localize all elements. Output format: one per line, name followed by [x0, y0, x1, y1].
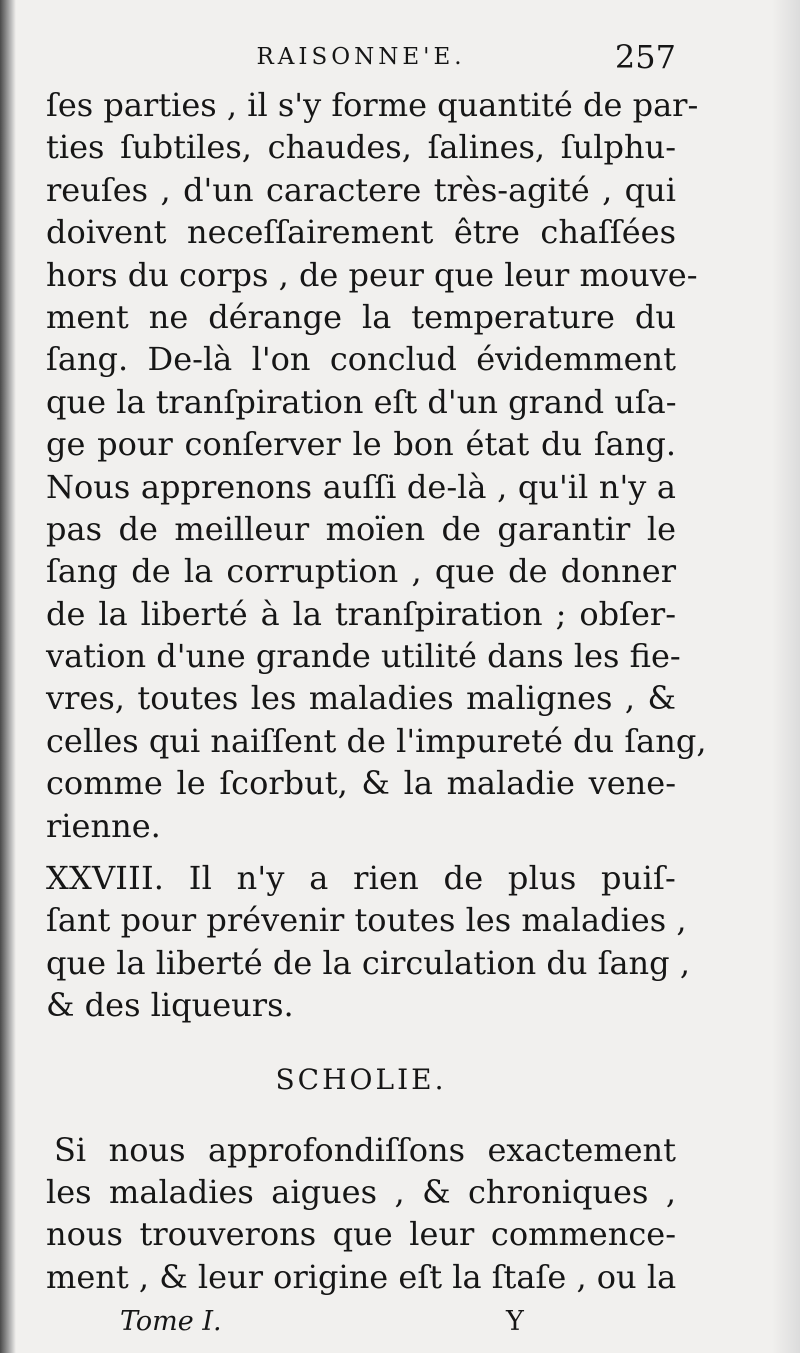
text-line: Nous apprenons auſſi de-là , qu'il n'y a	[46, 467, 676, 506]
paragraph-2	[46, 857, 690, 1027]
text-line: ment ne dérange la temperature du	[46, 297, 676, 336]
page-edge	[772, 0, 800, 1353]
text-line: de la liberté à la tranſpiration ; obſer-	[46, 594, 676, 633]
volume-signature: Tome I.	[120, 1306, 222, 1338]
text-line: ment , & leur origine eſt la ſtaſe , ou la	[46, 1257, 677, 1296]
text-line: que la tranſpiration eſt d'un grand uſa-	[46, 382, 677, 421]
text-line: ties ſubtiles, chaudes, ſalines, ſulphu-	[46, 128, 676, 167]
running-title: RAISONNE'E.	[256, 44, 466, 70]
text-line: vation d'une grande utilité dans les fie-	[46, 637, 681, 676]
text-line: ſang de la corruption , que de donner	[46, 552, 676, 591]
text-line: XXVIII. Il n'y a rien de plus puiſ-	[46, 859, 676, 898]
paragraph-3	[46, 1129, 676, 1299]
section-heading: SCHOLIE.	[275, 1062, 447, 1096]
text-line: nous trouverons que leur commence-	[46, 1215, 676, 1254]
text-line: pas de meilleur moïen de garantir le	[46, 509, 676, 548]
text-line: Si nous approfondiſſons exactement	[54, 1130, 676, 1169]
page-gutter-shadow	[0, 0, 16, 1353]
paragraph-1	[46, 84, 707, 847]
text-line: que la liberté de la circulation du ſang ,	[46, 943, 690, 982]
text-line: celles qui naiſſent de l'impureté du ſang,	[46, 721, 707, 760]
text-line: comme le ſcorbut, & la maladie vene-	[46, 764, 676, 803]
text-line: rienne.	[46, 806, 161, 845]
gathering-signature: Y	[506, 1306, 524, 1338]
text-line: ſes parties , il s'y forme quantité de par-	[46, 86, 699, 124]
page-number: 257	[614, 38, 676, 76]
text-line: reuſes , d'un caractere très-agité , qui	[46, 170, 676, 209]
text-line: les maladies aigues , & chroniques ,	[46, 1172, 676, 1211]
text-line: & des liqueurs.	[46, 986, 294, 1025]
running-head	[46, 38, 676, 84]
text-block	[46, 38, 707, 1348]
text-line: ſang. De-là l'on conclud évidemment	[46, 340, 676, 379]
text-line: vres, toutes les maladies malignes , &	[46, 679, 676, 718]
text-line: doivent neceſſairement être chaſſées	[46, 213, 676, 252]
text-line: hors du corps , de peur que leur mouve-	[46, 255, 698, 294]
text-line: ge pour conſerver le bon état du ſang.	[46, 425, 676, 464]
page-footer	[46, 1306, 676, 1348]
text-line: ſant pour prévenir toutes les maladies ,	[46, 901, 687, 940]
